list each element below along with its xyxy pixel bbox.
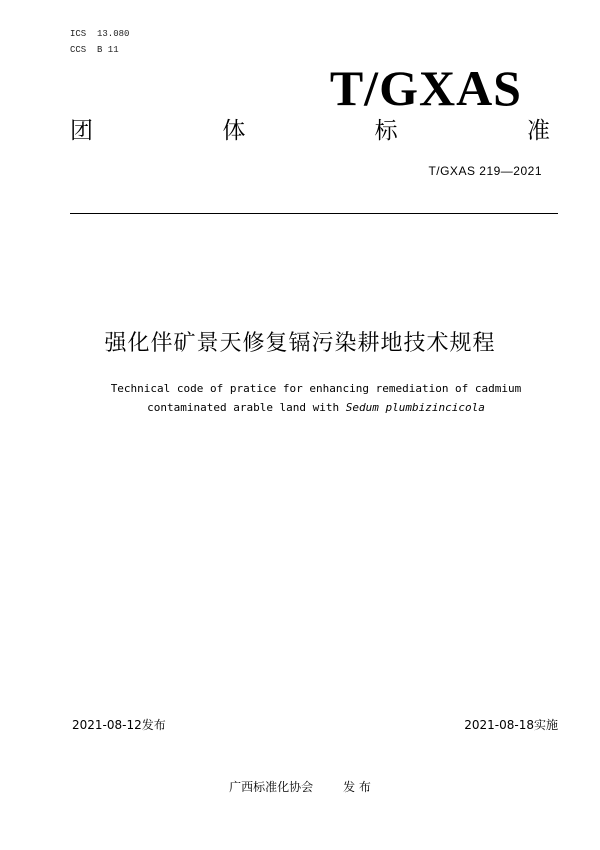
title-english-line2-text: contaminated arable land with bbox=[147, 401, 346, 414]
ics-code: ICS 13.080 bbox=[70, 29, 130, 39]
publisher-label: 发 布 bbox=[343, 780, 371, 794]
doc-type-char: 标 bbox=[374, 118, 398, 144]
implement-date: 2021-08-18 bbox=[464, 718, 534, 732]
issue-label: 发布 bbox=[141, 718, 166, 732]
implement-label: 实施 bbox=[533, 718, 558, 732]
issue-date-line bbox=[72, 716, 166, 733]
header-divider bbox=[70, 213, 558, 214]
doc-type-char: 团 bbox=[70, 118, 93, 144]
doc-type-char: 准 bbox=[526, 118, 550, 144]
publisher-name: 广西标准化协会 bbox=[229, 780, 314, 794]
implement-date-line bbox=[464, 716, 558, 733]
document-type-heading bbox=[70, 116, 550, 146]
publisher-line bbox=[0, 778, 600, 795]
title-english bbox=[0, 379, 600, 417]
issue-date: 2021-08-12 bbox=[72, 718, 142, 732]
standard-brand-logo: T/GXAS bbox=[329, 60, 522, 116]
doc-type-char: 体 bbox=[222, 118, 246, 144]
title-english-line1: Technical code of pratice for enhancing remediation of cadmium bbox=[110, 382, 522, 395]
species-name: Sedum plumbizincicola bbox=[345, 401, 485, 414]
classification-codes bbox=[70, 26, 129, 58]
ccs-code: CCS B 11 bbox=[70, 45, 119, 55]
title-english-line2 bbox=[0, 398, 600, 417]
title-chinese: 强化伴矿景天修复镉污染耕地技术规程 bbox=[104, 331, 496, 356]
standard-number: T/GXAS 219—2021 bbox=[428, 164, 542, 178]
